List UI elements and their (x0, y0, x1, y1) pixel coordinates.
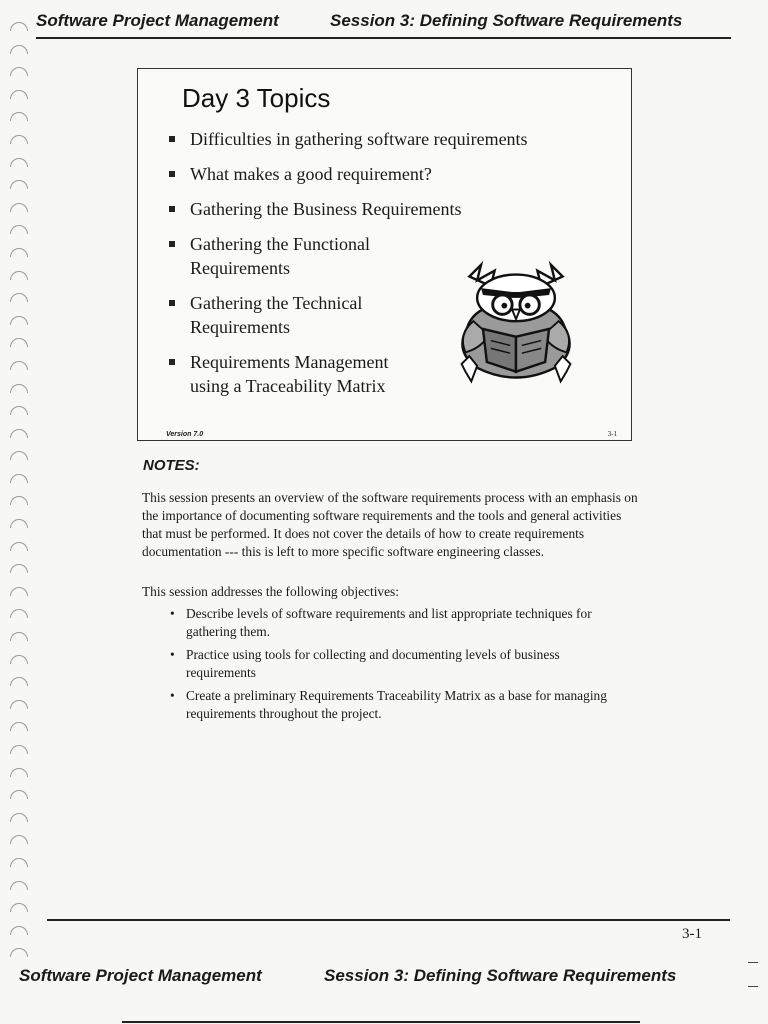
owl-reading-book-icon (448, 259, 584, 395)
binder-ring-holes (10, 22, 32, 971)
objectives-intro: This session addresses the following objectives: (142, 584, 399, 599)
header-session-title: Session 3: Defining Software Requirements (330, 11, 683, 30)
slide-number: 3-1 (607, 430, 617, 438)
header-course-title: Software Project Management (36, 11, 279, 30)
footer-session-title: Session 3: Defining Software Requirements (324, 966, 677, 985)
slide-version-label: Version 7.0 (166, 431, 204, 438)
page-header (36, 11, 730, 31)
objective-item: • Create a preliminary Requirements Traceability Matrix as a base for managing requirements throughout the project. (170, 687, 616, 723)
bottom-rule (122, 1021, 640, 1023)
margin-tick (748, 962, 758, 963)
slide-topic-item: Gathering the Business Requirements (168, 197, 568, 221)
notes-paragraph: This session presents an overview of the software requirements process with an emphasis on the importance of documenting software requirements and the tools and general activities that must be performed. It does not cover the details of how to create requirements documentation --- this is left to more specific software engineering classes. (142, 490, 638, 559)
page-footer (19, 966, 739, 986)
header-rule (36, 37, 731, 39)
slide-title: Day 3 Topics (182, 83, 331, 113)
footer-rule (47, 919, 730, 921)
slide-topic-item: What makes a good requirement? (168, 162, 568, 186)
page-number: 3-1 (682, 926, 702, 942)
notes-heading: NOTES: (143, 457, 200, 474)
footer-course-title: Software Project Management (19, 966, 262, 985)
slide-frame (137, 68, 632, 441)
slide-topic-item: Difficulties in gathering software requirements (168, 127, 568, 151)
objective-item: • Practice using tools for collecting and documenting levels of business requirements (170, 646, 606, 682)
slide-topic-item: Gathering the Functional Requirements (168, 232, 400, 280)
slide-topic-item: Requirements Management using a Traceability Matrix (168, 350, 420, 398)
objective-item: • Describe levels of software requirements and list appropriate techniques for gathering them. (170, 605, 645, 641)
margin-tick (748, 986, 758, 987)
objectives-list (170, 605, 645, 728)
slide-topic-item: Gathering the Technical Requirements (168, 291, 400, 339)
